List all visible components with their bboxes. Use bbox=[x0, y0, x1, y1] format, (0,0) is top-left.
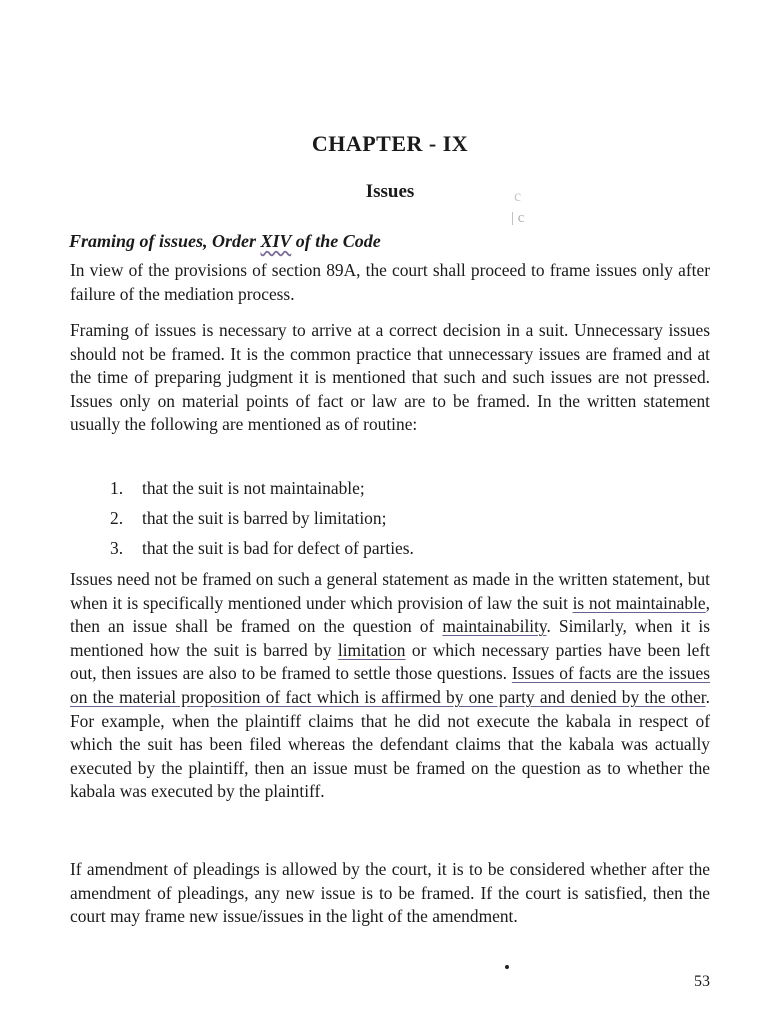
paragraph-amendment: If amendment of pleadings is allowed by the court, it is to be considered whether after the amendment of pleadings, any new issue is to be framed. If the court is satisfied, then the court may frame new issue/issues in the light of the amendment. bbox=[70, 859, 710, 927]
underlined-text: maintainability bbox=[442, 616, 547, 637]
paragraph-mediation: In view of the provisions of section 89A, the court shall proceed to frame issues only after failure of the mediation process. bbox=[70, 260, 710, 304]
list-item bbox=[110, 473, 414, 503]
text-run: Issues need not be framed on such a general statement as made in the written statement, but when it is specifically mentioned under which provision of law the suit bbox=[70, 569, 710, 613]
subheading-suffix: of the Code bbox=[291, 231, 381, 251]
underlined-text: is not maintainable bbox=[572, 592, 706, 613]
stray-dot bbox=[505, 965, 509, 969]
text-run: . For example, when the plaintiff claims that he did not execute the kabala in respect of which the suit has been filed whereas the defendant claims that the kabala was actually executed by the plaintiff, then an issue must be framed on the question as to whether the kabala was executed by the plaintiff. bbox=[70, 686, 710, 802]
text-run: , then an issue shall be framed on the question of bbox=[70, 592, 710, 637]
subheading-prefix: Framing of issues, Order bbox=[69, 231, 261, 251]
chapter-title: CHAPTER - IX bbox=[311, 131, 469, 156]
list-item bbox=[110, 503, 414, 533]
list-item-number: 2. bbox=[110, 508, 124, 528]
underlined-text: Issues of facts are the issues on the material proposition of fact which is affirmed by one party and denied by the other bbox=[70, 663, 710, 707]
text-run: . Similarly, when it is mentioned how the suit is barred by bbox=[70, 616, 710, 660]
paragraph-framing: Framing of issues is necessary to arrive at a correct decision in a suit. Unnecessary issues should not be framed. It is the common practice that unnecessary issues are framed and at the time of preparing judgment it is mentioned that such and such issues are not pressed. Issues only on material points of fact or law are to be framed. In the written statement usually the following are mentioned as of routine: bbox=[70, 320, 710, 435]
list-item-text: that the suit is not maintainable; bbox=[142, 478, 365, 498]
list-item bbox=[110, 533, 414, 563]
list-item-text: that the suit is bad for defect of parties. bbox=[142, 538, 414, 558]
list-item-number: 1. bbox=[110, 478, 124, 498]
stray-mark: | c bbox=[511, 210, 525, 226]
underlined-text: limitation bbox=[337, 639, 406, 660]
list-item-number: 3. bbox=[110, 538, 124, 558]
text-run: or which necessary parties have been left out, then issues are also to be framed to settle those questions. bbox=[70, 639, 710, 684]
document-page bbox=[70, 0, 710, 1024]
list-item-text: that the suit is barred by limitation; bbox=[142, 508, 387, 528]
page-number: 53 bbox=[694, 973, 710, 990]
paragraph-general-statement bbox=[70, 568, 710, 804]
subheading bbox=[69, 231, 381, 252]
stray-mark: c bbox=[514, 188, 522, 205]
section-title: Issues bbox=[365, 181, 415, 202]
subheading-order-number: XIV bbox=[260, 231, 292, 251]
routine-defences-list bbox=[110, 473, 414, 563]
